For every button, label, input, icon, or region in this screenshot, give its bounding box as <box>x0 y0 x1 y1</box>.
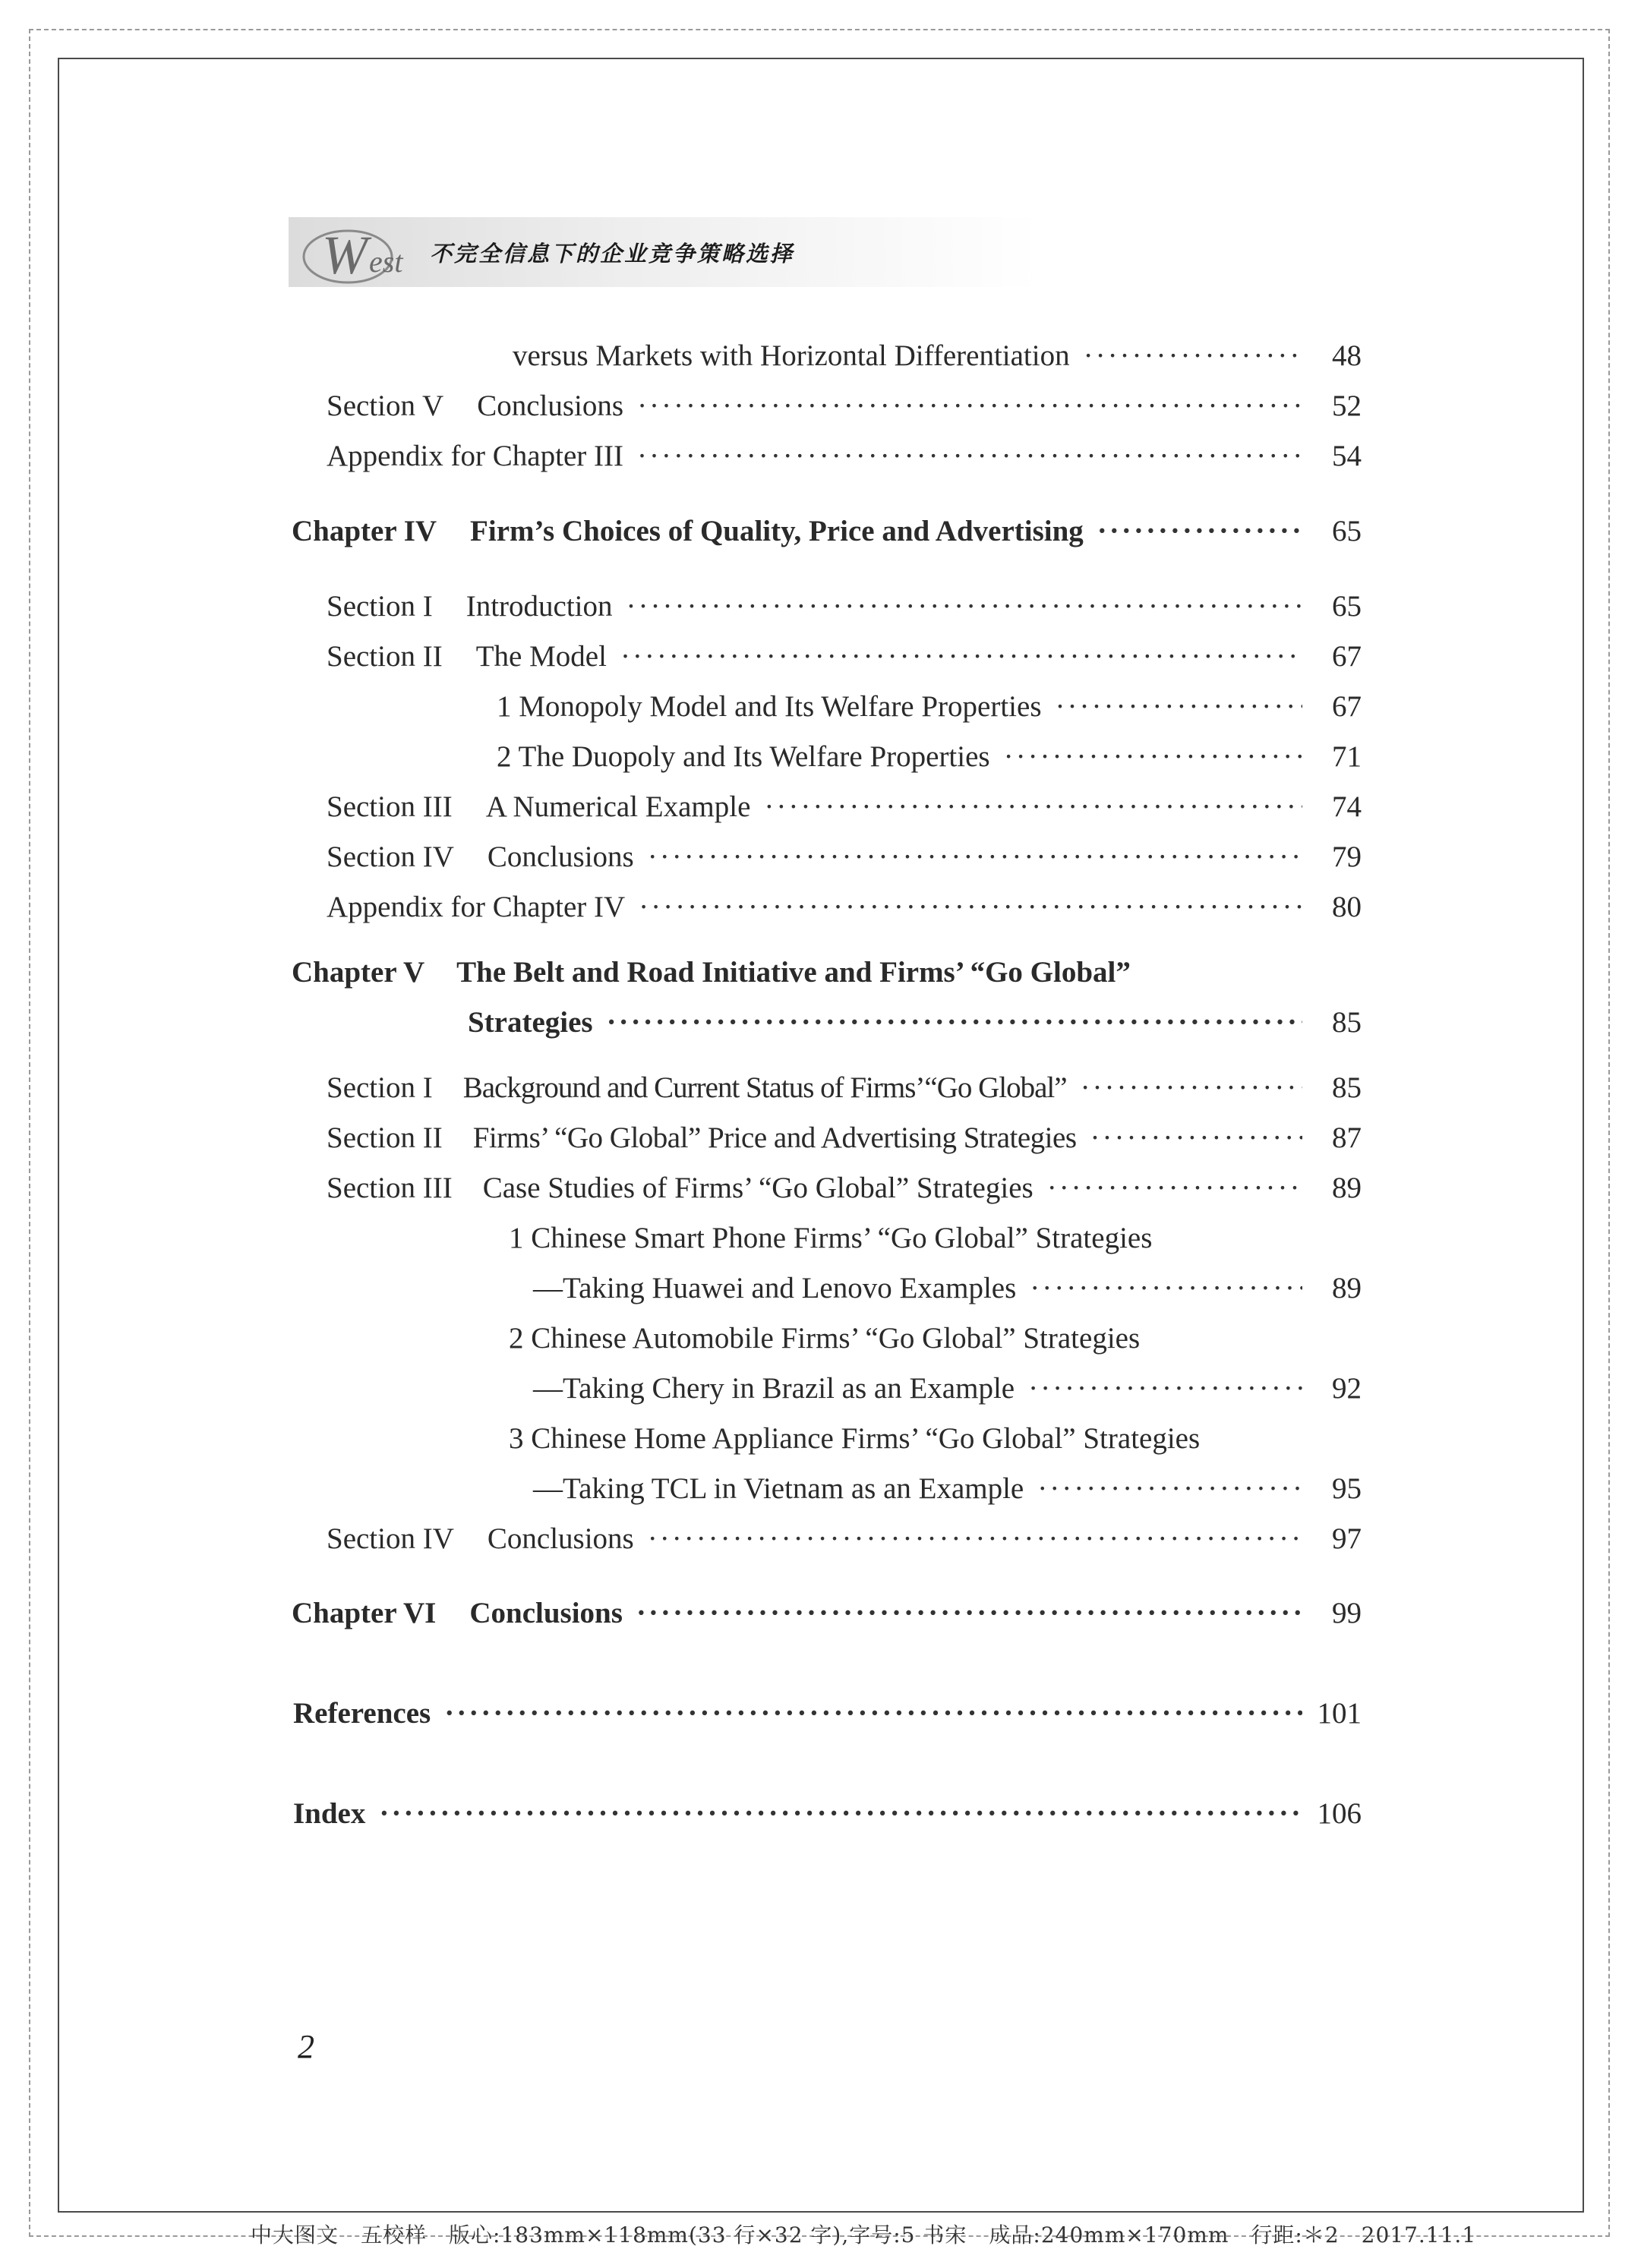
toc-index[interactable] <box>293 1796 1362 1833</box>
leader-dots <box>379 1796 1302 1831</box>
book-title: 不完全信息下的企业竞争策略选择 <box>430 241 795 267</box>
toc-chapter[interactable] <box>292 514 1362 550</box>
toc-entry-page: 92 <box>1332 1372 1362 1405</box>
toc-entry[interactable] <box>327 639 1362 676</box>
toc-entry-title: Section I Background and Current Status of Firms’“Go Global” <box>327 1071 1067 1104</box>
toc-entry[interactable] <box>327 1522 1362 1558</box>
toc-chapter[interactable] <box>292 1596 1362 1632</box>
toc-entry-title: Appendix for Chapter IV <box>327 891 626 923</box>
toc-chapter-page: 65 <box>1332 515 1362 547</box>
toc-entry-title: Section III A Numerical Example <box>327 790 751 823</box>
leader-dots <box>1081 1071 1302 1105</box>
toc-subentry-title[interactable]: 3 Chinese Home Appliance Firms’ “Go Global” Strategies <box>509 1422 1201 1455</box>
toc-entry-page: 74 <box>1332 790 1362 823</box>
toc-entry-page: 80 <box>1332 891 1362 923</box>
toc-references[interactable] <box>293 1696 1362 1733</box>
toc-entry-page: 71 <box>1332 740 1362 773</box>
leader-dots <box>1047 1171 1302 1205</box>
toc-entry-page: 52 <box>1332 390 1362 422</box>
toc-entry[interactable] <box>327 1071 1362 1107</box>
leader-dots <box>1004 740 1302 774</box>
toc-subentry-title[interactable]: 2 Chinese Automobile Firms’ “Go Global” Strategies <box>509 1322 1141 1355</box>
toc-entry[interactable] <box>327 890 1362 926</box>
leader-dots <box>620 639 1302 673</box>
leader-dots <box>636 1596 1302 1630</box>
toc-entry-page: 89 <box>1332 1172 1362 1204</box>
toc-entry[interactable] <box>327 790 1362 826</box>
toc-entry-page: 65 <box>1332 590 1362 623</box>
toc-entry-page: 67 <box>1332 640 1362 673</box>
toc-chapter-title[interactable]: Chapter V The Belt and Road Initiative and Firms’ “Go Global” <box>292 956 1131 989</box>
toc-entry[interactable] <box>497 740 1362 776</box>
svg-text:est: est <box>369 244 403 279</box>
toc-entry-page: 95 <box>1332 1472 1362 1505</box>
toc-entry-title: Section II Firms’ “Go Global” Price and Advertising Strategies <box>327 1121 1077 1154</box>
toc-entry-title: Section I Introduction <box>327 590 613 623</box>
leader-dots <box>637 389 1302 423</box>
toc-entry[interactable] <box>327 589 1362 626</box>
leader-dots <box>639 890 1302 924</box>
toc-entry[interactable] <box>327 389 1362 425</box>
leader-dots <box>648 840 1302 874</box>
toc-entry-page: 48 <box>1332 339 1362 372</box>
toc-chapter[interactable] <box>468 1005 1362 1042</box>
toc-entry-page: 54 <box>1332 440 1362 472</box>
toc-entry-title: Section V Conclusions <box>327 390 624 422</box>
print-slug: 中大图文 五校样 版心:183mm×118mm(33 行×32 字),字号:5 书宋 成品:240mm×170mm 行距:＊2 2017.11.1 <box>251 2222 1477 2247</box>
toc-entry[interactable] <box>513 339 1362 375</box>
toc-chapter-title: Chapter IV Firm’s Choices of Quality, Price and Advertising <box>292 515 1084 547</box>
toc-chapter-page: 99 <box>1332 1597 1362 1629</box>
toc-chapter-page: 85 <box>1332 1006 1362 1039</box>
toc-entry-title: 1 Monopoly Model and Its Welfare Properties <box>497 690 1042 723</box>
toc-index-page: 106 <box>1317 1797 1362 1830</box>
toc-index-title: Index <box>293 1797 366 1830</box>
leader-dots <box>1097 514 1302 548</box>
toc-chapter-title: Chapter VI Conclusions <box>292 1597 623 1629</box>
toc-entry-page: 97 <box>1332 1522 1362 1555</box>
toc-entry-page: 79 <box>1332 841 1362 873</box>
toc-entry-page: 67 <box>1332 690 1362 723</box>
toc-entry[interactable] <box>327 439 1362 475</box>
toc-entry[interactable] <box>327 1171 1362 1207</box>
toc-entry-title: 2 The Duopoly and Its Welfare Properties <box>497 740 990 773</box>
leader-dots <box>607 1005 1302 1039</box>
leader-dots <box>626 589 1302 623</box>
toc-entry-title: —Taking Chery in Brazil as an Example <box>533 1372 1015 1405</box>
leader-dots <box>1028 1371 1302 1405</box>
toc-entry-title: —Taking TCL in Vietnam as an Example <box>533 1472 1024 1505</box>
leader-dots <box>444 1696 1302 1730</box>
leader-dots <box>764 790 1302 824</box>
toc-entry-page: 87 <box>1332 1121 1362 1154</box>
svg-text:W: W <box>322 225 368 285</box>
toc-entry-title: Appendix for Chapter III <box>327 440 623 472</box>
toc-entry-title: —Taking Huawei and Lenovo Examples <box>533 1272 1017 1304</box>
toc-entry[interactable] <box>327 840 1362 876</box>
leader-dots <box>648 1522 1302 1556</box>
leader-dots <box>1084 339 1302 373</box>
toc-chapter-title-cont: Strategies <box>468 1006 593 1039</box>
toc-entry-title: Section III Case Studies of Firms’ “Go Global” Strategies <box>327 1172 1034 1204</box>
leader-dots <box>1090 1121 1303 1155</box>
toc-references-title: References <box>293 1697 431 1730</box>
leader-dots <box>1056 689 1302 724</box>
toc-entry-page: 85 <box>1332 1071 1362 1104</box>
leader-dots <box>637 439 1302 473</box>
leader-dots <box>1037 1472 1302 1506</box>
toc-entry[interactable] <box>327 1121 1362 1157</box>
toc-references-page: 101 <box>1317 1697 1362 1730</box>
toc-entry-title: Section II The Model <box>327 640 607 673</box>
toc-entry[interactable] <box>533 1271 1362 1307</box>
toc-entry[interactable] <box>533 1371 1362 1408</box>
toc-entry-title: Section IV Conclusions <box>327 1522 634 1555</box>
toc-entry-page: 89 <box>1332 1272 1362 1304</box>
toc-entry[interactable] <box>497 689 1362 726</box>
toc-entry-title: versus Markets with Horizontal Differentiation <box>513 339 1070 372</box>
page-number: 2 <box>298 2028 314 2065</box>
leader-dots <box>1030 1271 1302 1305</box>
toc-subentry-title[interactable]: 1 Chinese Smart Phone Firms’ “Go Global” Strategies <box>509 1222 1153 1254</box>
toc-entry[interactable] <box>533 1472 1362 1508</box>
toc-entry-title: Section IV Conclusions <box>327 841 634 873</box>
